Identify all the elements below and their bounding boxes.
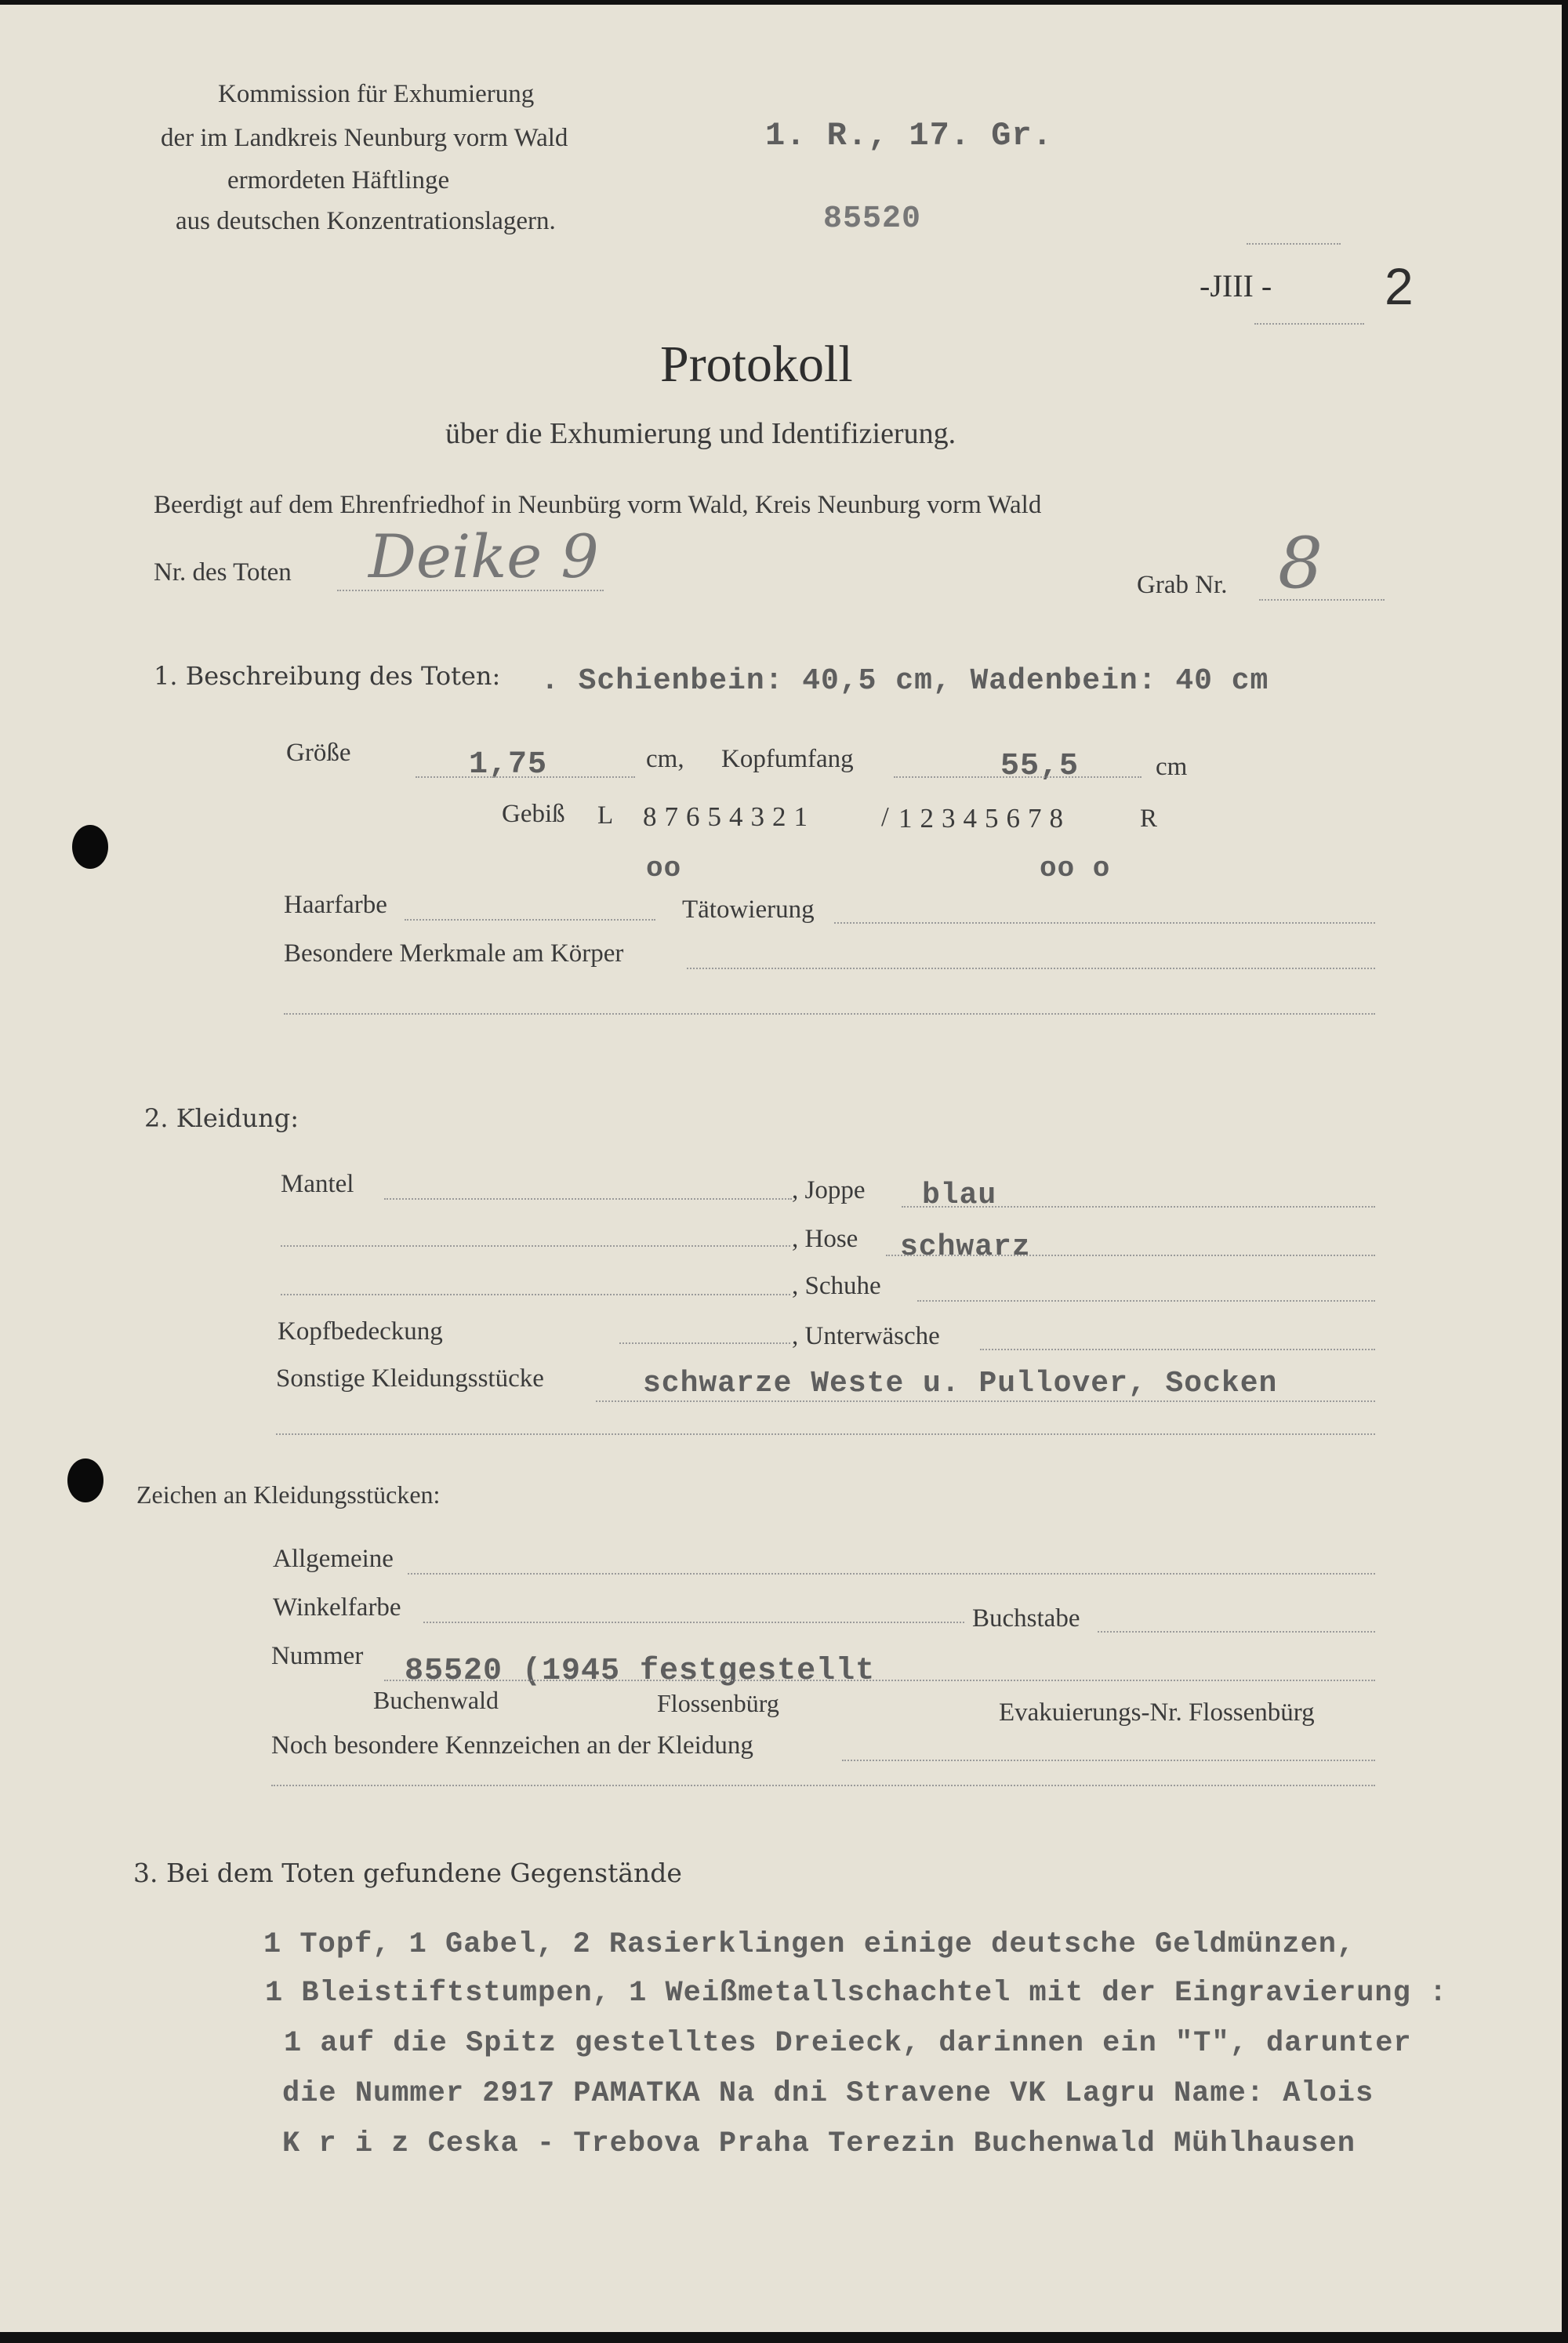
jacket-value: blau: [922, 1179, 997, 1212]
commission-line-4: aus deutschen Konzentrationslagern.: [176, 207, 556, 235]
prisoner-number-dots: [384, 1680, 1375, 1681]
prisoner-number-label: Nummer: [271, 1642, 364, 1670]
headwear-label: Kopfbedeckung: [278, 1317, 443, 1346]
grave-number-dots: [1259, 599, 1385, 601]
height-label: Größe: [286, 739, 351, 767]
flossenbuerg-label: Flossenbürg: [657, 1689, 779, 1717]
special-marks-dots-2: [284, 1013, 1375, 1015]
jacket-dots: [902, 1206, 1375, 1208]
teeth-divider: /: [881, 801, 889, 832]
coat-label: Mantel: [281, 1170, 354, 1198]
teeth-right-numbers: 12345678: [898, 803, 1071, 834]
grave-number-handwritten: 8: [1278, 522, 1323, 605]
special-marks-label: Besondere Merkmale am Körper: [284, 939, 624, 968]
head-circumference-label: Kopfumfang: [721, 745, 854, 773]
burial-line: Beerdigt auf dem Ehrenfriedhof in Neunbürg vorm Wald, Kreis Neunburg vorm Wald: [154, 491, 1042, 519]
prisoner-number-value: 85520 (1945 festgestellt: [405, 1654, 876, 1689]
underwear-dots: [980, 1349, 1375, 1350]
head-circumference-value: 55,5: [1000, 749, 1080, 784]
reference-group: 1. R., 17. Gr.: [765, 117, 1053, 154]
stamp-dots-bottom: [1254, 323, 1364, 325]
document-subtitle: über die Exhumierung und Identifizierung.: [445, 417, 956, 450]
other-clothing-dots-2: [276, 1433, 1375, 1435]
scan-edge-right: [1562, 0, 1568, 2343]
trousers-label: , Hose: [792, 1225, 858, 1253]
underwear-label: , Unterwäsche: [792, 1322, 940, 1350]
teeth-right-side-marker: R: [1140, 805, 1158, 833]
letter-label: Buchstabe: [972, 1604, 1080, 1633]
other-clothing-marks-label: Noch besondere Kennzeichen an der Kleidung: [271, 1731, 753, 1760]
other-clothing-marks-dots-2: [271, 1785, 1375, 1786]
section2-heading: 2. Kleidung:: [144, 1103, 299, 1133]
items-line-1: 1 Topf, 1 Gabel, 2 Rasierklingen einige deutsche Geldmünzen,: [263, 1928, 1356, 1961]
stamp-mark: -JIII -: [1200, 268, 1272, 303]
dead-number-dots: [337, 590, 604, 591]
trousers-dots: [886, 1255, 1375, 1256]
general-marks-dots: [408, 1573, 1375, 1575]
clothing-marks-heading: Zeichen an Kleidungsstücken:: [136, 1480, 441, 1509]
head-circumference-dots: [894, 776, 1142, 778]
punch-hole-top: [72, 825, 108, 869]
hair-color-dots: [405, 919, 655, 921]
commission-line-2: der im Landkreis Neunburg vorm Wald: [161, 124, 568, 152]
general-marks-label: Allgemeine: [273, 1545, 394, 1573]
shoes-label: , Schuhe: [792, 1272, 881, 1300]
items-line-3: 1 auf die Spitz gestelltes Dreieck, darinnen ein "T", darunter: [284, 2027, 1412, 2060]
document-title: Protokoll: [660, 336, 853, 393]
other-clothing-dots: [596, 1400, 1375, 1402]
section1-heading: 1. Beschreibung des Toten:: [154, 661, 501, 691]
special-marks-dots: [687, 968, 1375, 969]
teeth-marks-left: oo: [646, 852, 682, 885]
other-clothing-value: schwarze Weste u. Pullover, Socken: [643, 1367, 1278, 1400]
trousers-value: schwarz: [900, 1230, 1031, 1264]
other-clothing-label: Sonstige Kleidungsstücke: [276, 1364, 544, 1393]
dead-number-handwritten: Deike 9: [368, 521, 599, 591]
grave-number-label: Grab Nr.: [1137, 571, 1228, 599]
commission-line-1: Kommission für Exhumierung: [218, 80, 535, 108]
teeth-label: Gebiß: [502, 800, 565, 828]
items-line-2: 1 Bleistiftstumpen, 1 Weißmetallschachtel mit der Eingravierung :: [265, 1977, 1448, 2010]
buchenwald-label: Buchenwald: [373, 1686, 499, 1714]
teeth-marks-right: oo o: [1040, 852, 1111, 885]
head-circumference-unit: cm: [1156, 753, 1188, 781]
page-number: 2: [1385, 257, 1414, 315]
hose-prefix-dots: [281, 1245, 790, 1247]
items-line-5: K r i z Ceska - Trebova Praha Terezin Buchenwald Mühlhausen: [282, 2127, 1356, 2160]
height-dots: [416, 776, 635, 778]
other-clothing-marks-dots: [842, 1760, 1375, 1761]
teeth-left-numbers: 87654321: [643, 801, 815, 832]
letter-dots: [1098, 1631, 1375, 1633]
commission-line-3: ermordeten Häftlinge: [227, 166, 450, 194]
dead-number-label: Nr. des Toten: [154, 558, 292, 587]
hair-color-label: Haarfarbe: [284, 891, 387, 919]
triangle-color-label: Winkelfarbe: [273, 1593, 401, 1622]
reference-number: 85520: [823, 202, 922, 237]
stamp-dots-top: [1247, 243, 1341, 245]
items-line-4: die Nummer 2917 PAMATKA Na dni Stravene VK Lagru Name: Alois: [282, 2077, 1374, 2110]
evacuation-number-label: Evakuierungs-Nr. Flossenbürg: [999, 1698, 1315, 1727]
punch-hole-bottom: [67, 1458, 103, 1502]
tattoo-dots: [834, 922, 1375, 924]
section3-heading: 3. Bei dem Toten gefundene Gegenstände: [133, 1858, 682, 1888]
coat-dots: [384, 1198, 792, 1200]
schuhe-prefix-dots: [281, 1294, 790, 1295]
tibia-fibula-measures: . Schienbein: 40,5 cm, Wadenbein: 40 cm: [541, 664, 1269, 698]
height-value: 1,75: [469, 747, 548, 783]
jacket-label: , Joppe: [792, 1176, 866, 1204]
height-unit: cm,: [646, 745, 684, 773]
scan-edge-bottom: [0, 2332, 1568, 2343]
shoes-dots: [917, 1300, 1375, 1302]
scan-edge-top: [0, 0, 1568, 5]
headwear-dots: [619, 1342, 790, 1344]
teeth-left-side-marker: L: [597, 801, 614, 830]
tattoo-label: Tätowierung: [682, 895, 815, 924]
triangle-color-dots: [423, 1622, 964, 1623]
